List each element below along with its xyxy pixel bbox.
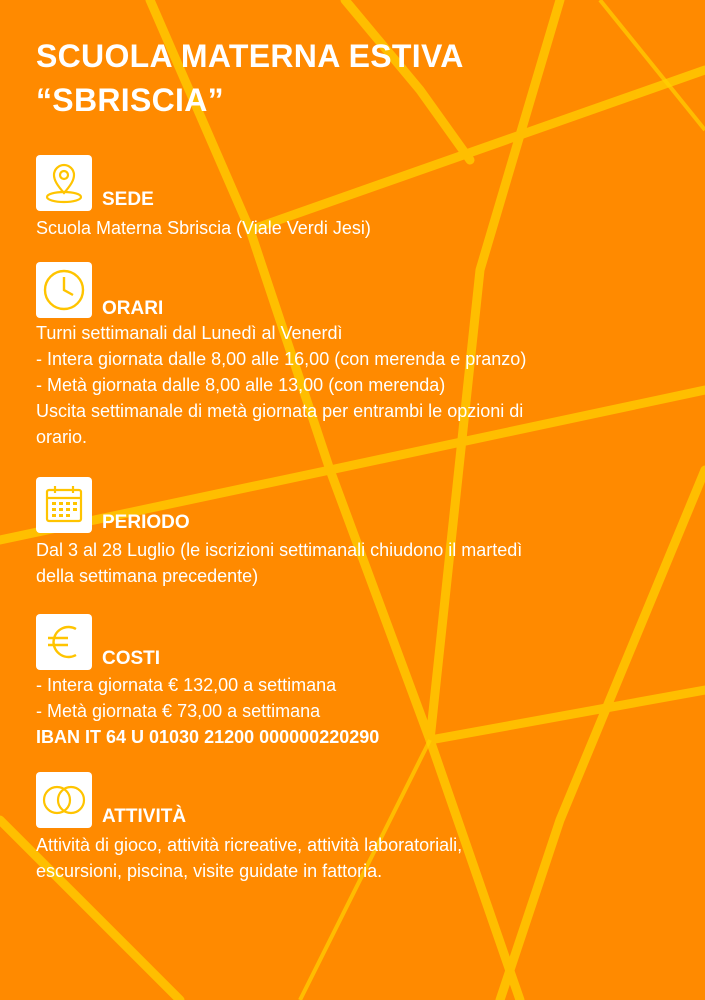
body-line: - Metà giornata dalle 8,00 alle 13,00 (con merenda)	[36, 375, 446, 395]
body-line: Dal 3 al 28 Luglio (le iscrizioni settimanali chiudono il martedì	[36, 540, 523, 560]
page-title	[36, 34, 464, 122]
body-line: escursioni, piscina, visite guidate in fattoria.	[36, 861, 383, 881]
section-body	[36, 320, 526, 450]
body-line: della settimana precedente)	[36, 566, 259, 586]
body-line: - Intera giornata € 132,00 a settimana	[36, 675, 337, 695]
body-line: orario.	[36, 427, 88, 447]
section-body	[36, 672, 379, 750]
title-line-2: “SBRISCIA”	[36, 82, 224, 118]
body-line: Attività di gioco, attività ricreative, attività laboratoriali,	[36, 835, 463, 855]
iban-line: IBAN IT 64 U 01030 21200 000000220290	[36, 727, 380, 747]
calendar-icon	[36, 477, 92, 533]
section-body	[36, 215, 371, 241]
body-line: Turni settimanali dal Lunedì al Venerdì	[36, 323, 343, 343]
map-pin-icon	[36, 155, 92, 211]
body-line: Scuola Materna Sbriscia (Viale Verdi Jesi)	[36, 218, 371, 238]
euro-icon	[36, 614, 92, 670]
overlapping-circles-icon	[36, 772, 92, 828]
title-line-1: SCUOLA MATERNA ESTIVA	[36, 38, 464, 74]
section-heading: PERIODO	[102, 512, 190, 533]
section-heading: ORARI	[102, 298, 164, 319]
clock-icon	[36, 262, 92, 318]
body-line: Uscita settimanale di metà giornata per entrambi le opzioni di	[36, 401, 524, 421]
body-line: - Metà giornata € 73,00 a settimana	[36, 701, 321, 721]
body-line: - Intera giornata dalle 8,00 alle 16,00 (con merenda e pranzo)	[36, 349, 527, 369]
section-heading: ATTIVITÀ	[102, 806, 187, 827]
section-body	[36, 537, 522, 589]
section-heading: SEDE	[102, 189, 154, 210]
section-body	[36, 832, 462, 884]
section-heading: COSTI	[102, 648, 161, 669]
